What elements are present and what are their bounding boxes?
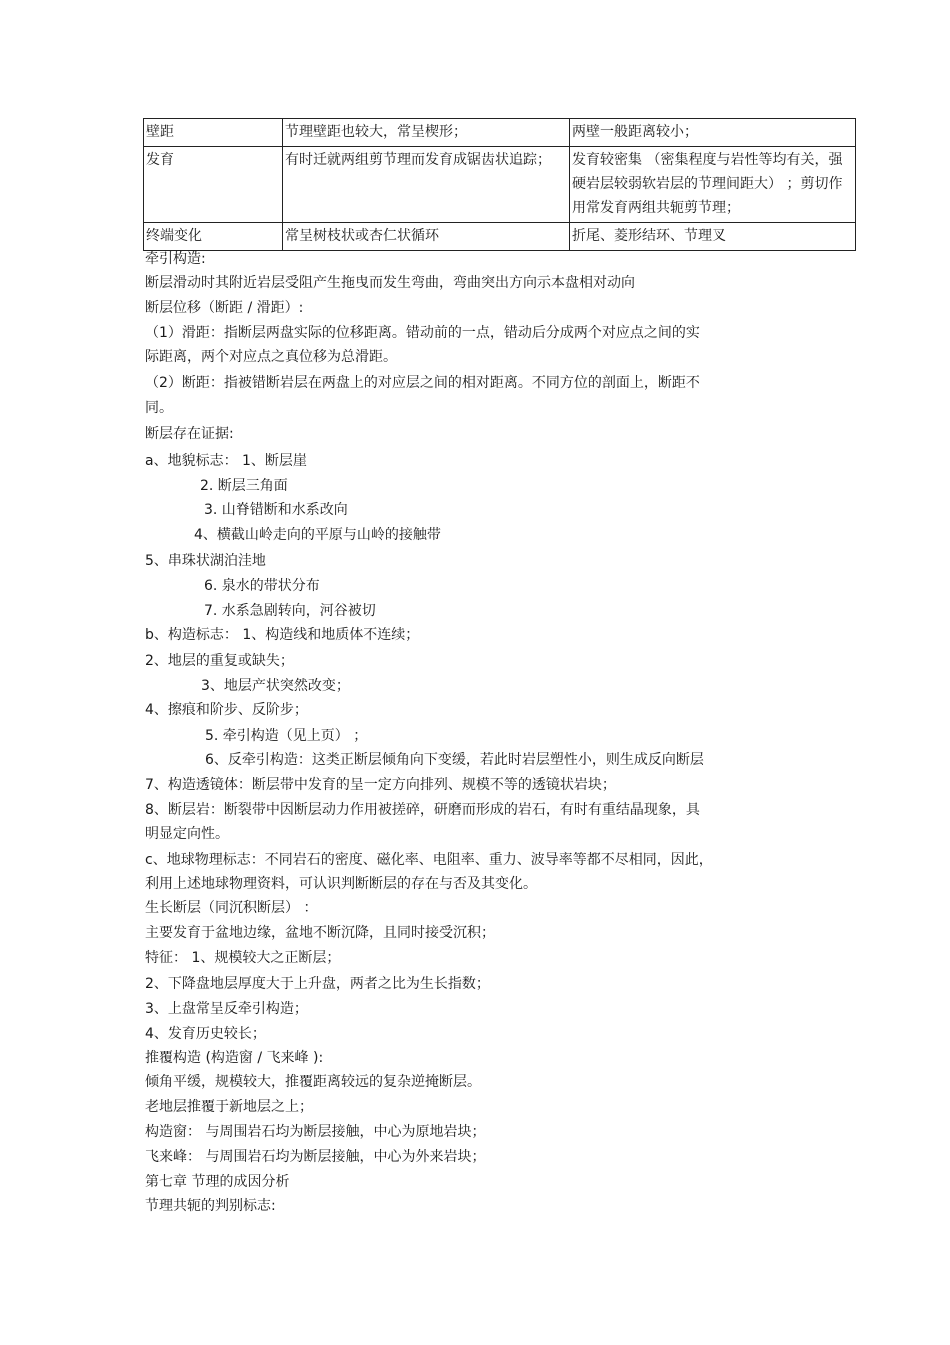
text-line: 6. 泉水的带状分布 xyxy=(204,578,320,594)
text-line: 生长断层（同沉积断层） ： xyxy=(145,900,318,916)
table-row xyxy=(144,147,856,223)
text-line: 7. 水系急剧转向，河谷被切 xyxy=(204,603,376,619)
text-line: 4、横截山岭走向的平原与山岭的接触带 xyxy=(194,527,441,543)
text-line: 飞来峰： 与周围岩石均为断层接触，中心为外来岩块； xyxy=(145,1149,486,1165)
text-line: （1）滑距：指断层两盘实际的位移距离。错动前的一点，错动后分成两个对应点之间的实 xyxy=(145,325,700,341)
text-line: 2、下降盘地层厚度大于上升盘，两者之比为生长指数； xyxy=(145,976,490,992)
text-line: 主要发育于盆地边缘，盆地不断沉降，且同时接受沉积； xyxy=(145,925,495,941)
text-line: 4、发育历史较长； xyxy=(145,1026,266,1042)
text-line: 7、构造透镜体：断层带中发育的呈一定方向排列、规模不等的透镜状岩块； xyxy=(145,777,616,793)
text-line: 推覆构造 (构造窗 / 飞来峰 ): xyxy=(145,1050,324,1066)
text-line: 构造窗： 与周围岩石均为断层接触，中心为原地岩块； xyxy=(145,1124,486,1140)
text-line: 断层位移（断距 / 滑距）: xyxy=(145,300,304,316)
text-line: 牵引构造: xyxy=(145,251,206,267)
text-line: 3. 山脊错断和水系改向 xyxy=(204,502,348,518)
text-line: 利用上述地球物理资料，可认识判断断层的存在与否及其变化。 xyxy=(145,876,537,892)
comparison-table xyxy=(143,118,856,251)
table-row xyxy=(144,223,856,251)
chapter-heading: 第七章 节理的成因分析 xyxy=(145,1174,290,1190)
table-cell: 有时迁就两组剪节理而发育成锯齿状追踪； xyxy=(283,147,570,223)
table-cell: 节理壁距也较大，常呈楔形； xyxy=(283,119,570,147)
text-line: 特征： 1、规模较大之正断层； xyxy=(145,950,341,966)
table-row xyxy=(144,119,856,147)
text-line: b、构造标志： 1、构造线和地质体不连续； xyxy=(145,627,420,643)
table-cell: 常呈树枝状或杏仁状循环 xyxy=(283,223,570,251)
text-line: 3、地层产状突然改变； xyxy=(201,678,350,694)
text-line: 同。 xyxy=(145,400,173,416)
text-line: 断层滑动时其附近岩层受阻产生拖曳而发生弯曲，弯曲突出方向示本盘相对动向 xyxy=(145,275,635,291)
text-line: a、地貌标志： 1、断层崖 xyxy=(145,453,307,469)
text-line: 5. 牵引构造（见上页） ； xyxy=(205,728,368,744)
text-line: 3、上盘常呈反牵引构造； xyxy=(145,1001,308,1017)
table-cell: 壁距 xyxy=(144,119,283,147)
table-cell: 折尾、菱形结环、节理叉 xyxy=(570,223,856,251)
text-line: c、地球物理标志：不同岩石的密度、磁化率、电阻率、重力、波导率等都不尽相同，因此， xyxy=(145,852,713,868)
table-cell: 终端变化 xyxy=(144,223,283,251)
text-line: 5、串珠状湖泊洼地 xyxy=(145,553,266,569)
text-line: 际距离，两个对应点之真位移为总滑距。 xyxy=(145,349,397,365)
text-line: 4、擦痕和阶步、反阶步； xyxy=(145,702,308,718)
text-line: 断层存在证据: xyxy=(145,426,234,442)
table-cell: 两壁一般距离较小； xyxy=(570,119,856,147)
text-line: （2）断距：指被错断岩层在两盘上的对应层之间的相对距离。不同方位的剖面上，断距不 xyxy=(145,375,700,391)
text-line: 明显定向性。 xyxy=(145,826,229,842)
text-line: 老地层推覆于新地层之上； xyxy=(145,1099,313,1115)
text-line: 节理共轭的判别标志: xyxy=(145,1198,276,1214)
table-cell: 发育较密集 （密集程度与岩性等均有关，强硬岩层较弱软岩层的节理间距大） ；剪切作用常发育两组共轭剪节理； xyxy=(570,147,856,223)
text-line: 倾角平缓，规模较大，推覆距离较远的复杂逆掩断层。 xyxy=(145,1074,481,1090)
text-line: 8、断层岩：断裂带中因断层动力作用被搓碎，研磨而形成的岩石，有时有重结晶现象，具 xyxy=(145,802,700,818)
text-line: 6、反牵引构造：这类正断层倾角向下变缓，若此时岩层塑性小，则生成反向断层 xyxy=(205,752,704,768)
text-line: 2. 断层三角面 xyxy=(200,478,288,494)
text-line: 2、地层的重复或缺失； xyxy=(145,653,294,669)
table-cell: 发育 xyxy=(144,147,283,223)
